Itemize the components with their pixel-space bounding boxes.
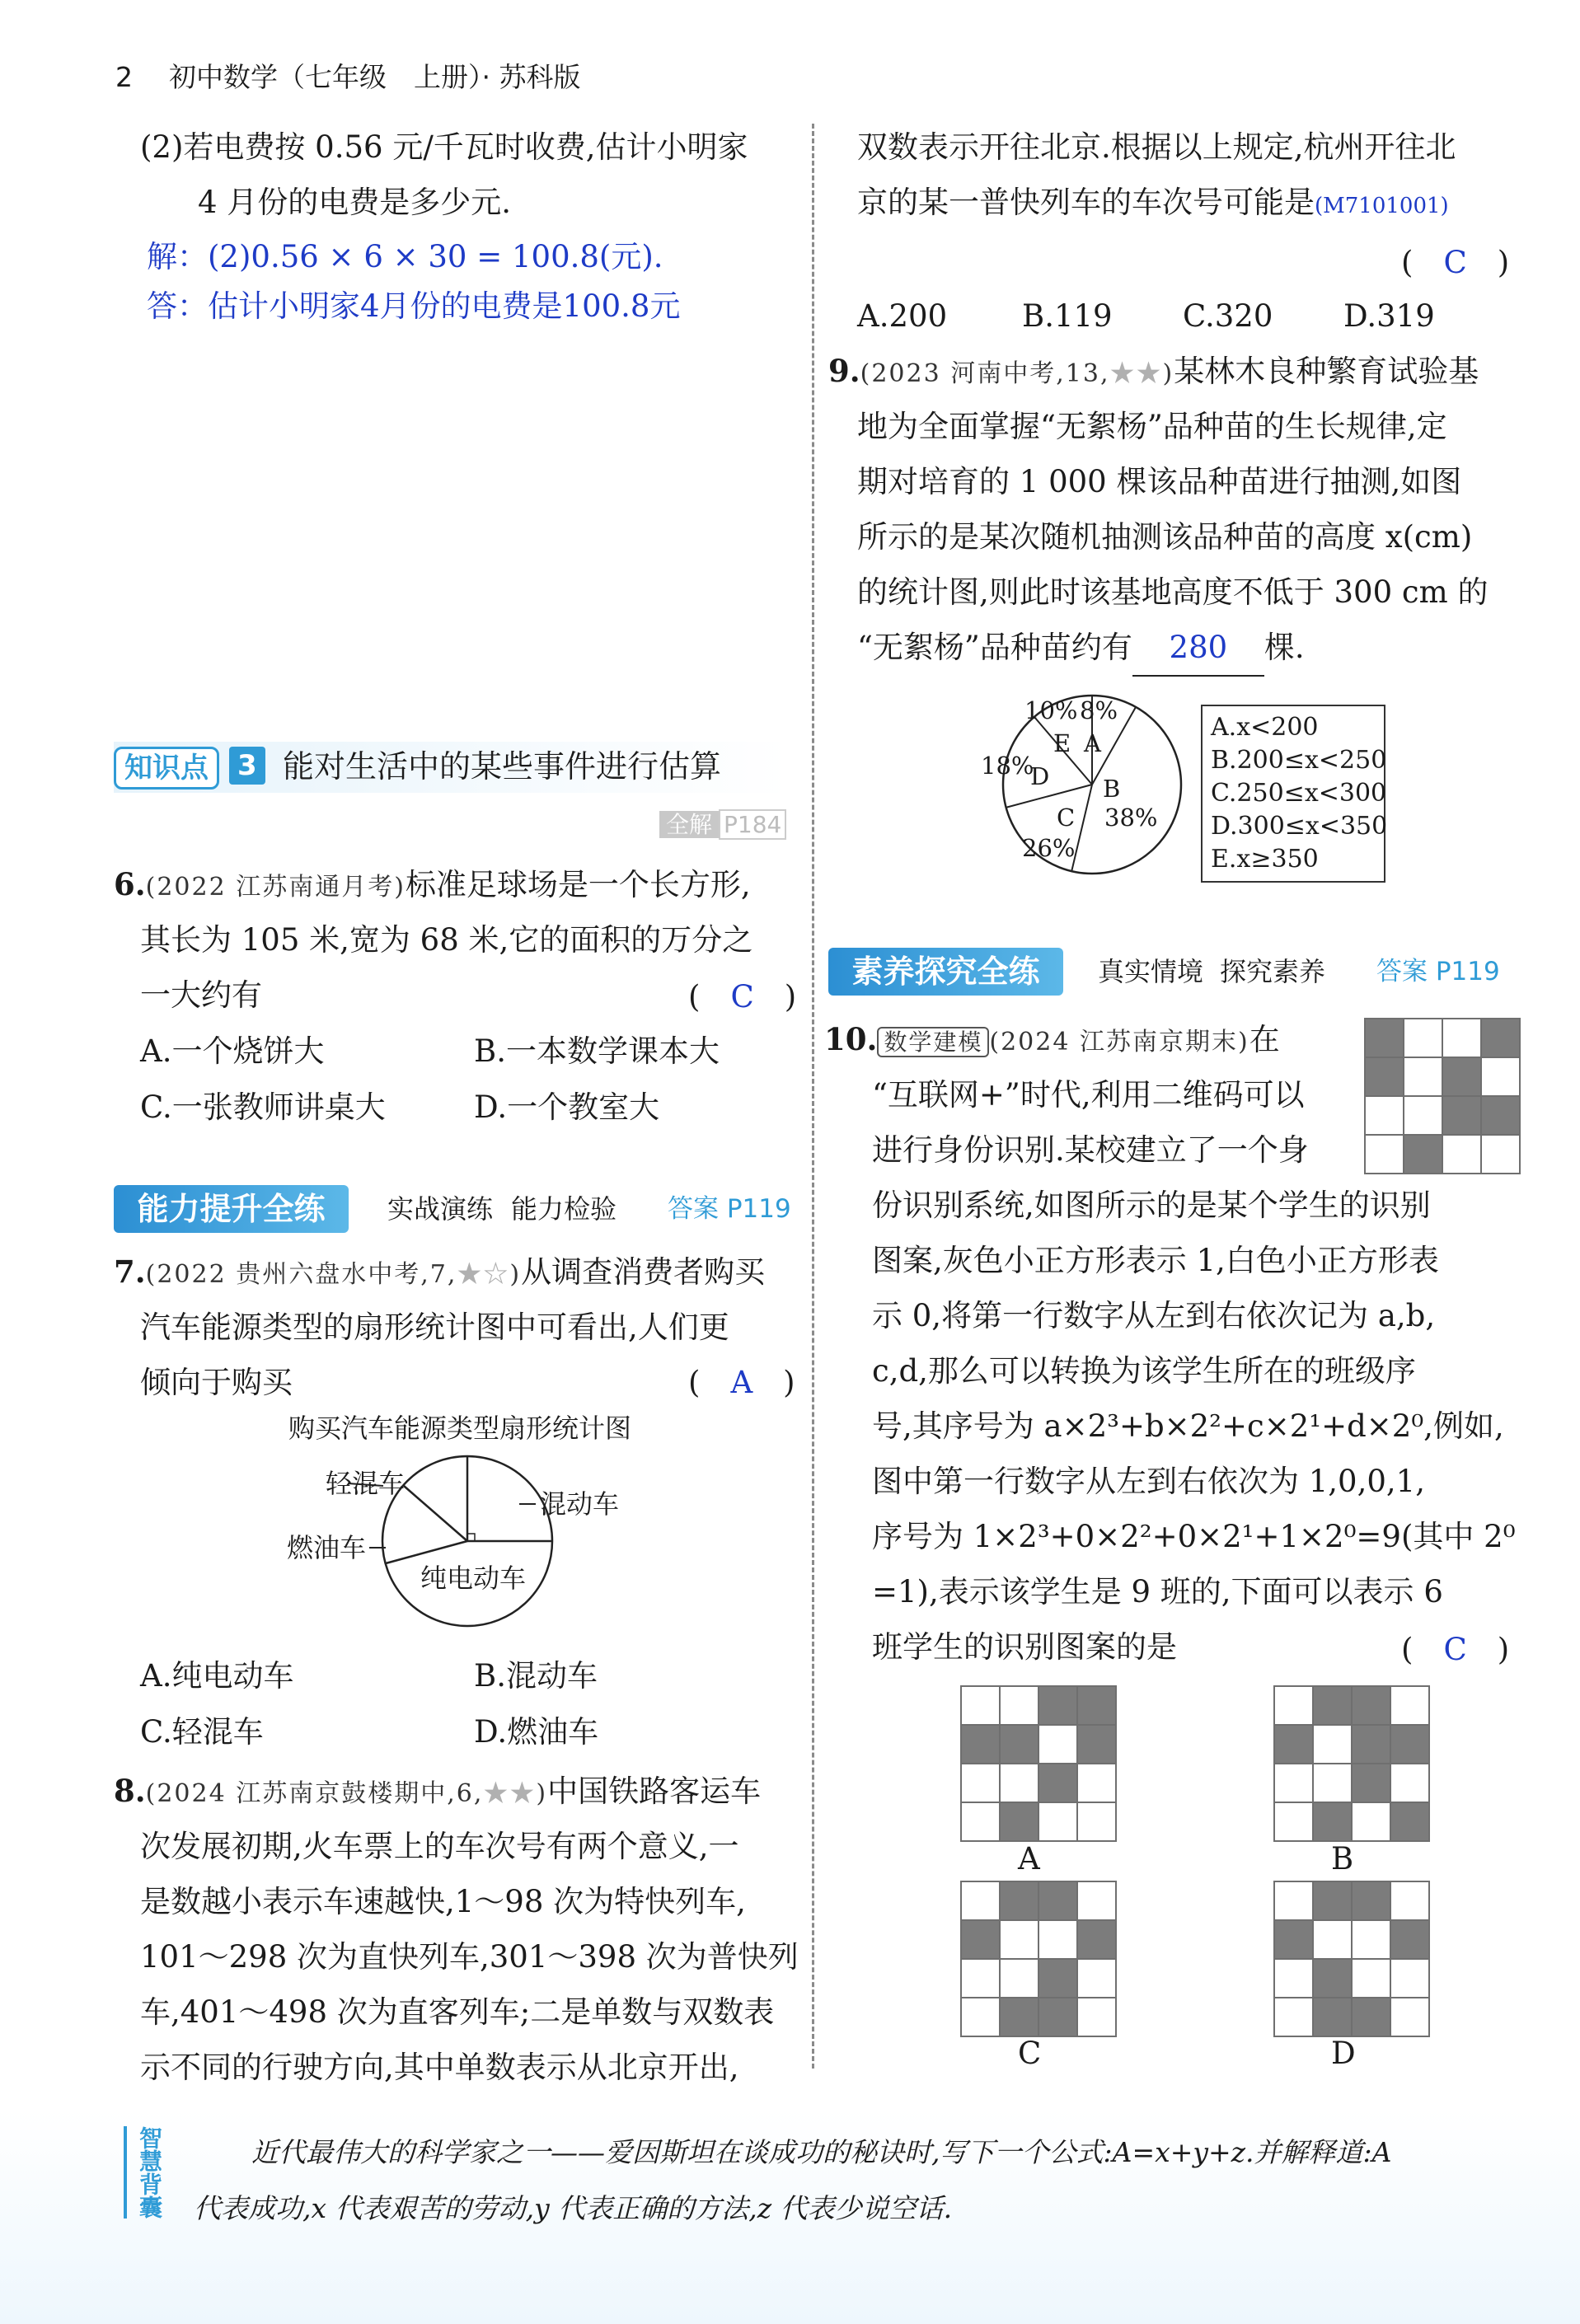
grid-cell-white	[1000, 1764, 1038, 1802]
q8-number: 8.	[114, 1773, 146, 1809]
q5-part2-line2: 4 月份的电费是多少元.	[198, 185, 512, 220]
q7-pie-label-light-hybrid: 轻混车	[326, 1468, 406, 1499]
grid-cell-white	[1274, 1802, 1313, 1841]
q8-cont-line1: 双数表示开往北京.根据以上规定,杭州开往北	[857, 129, 1456, 165]
grid-cell-white	[1313, 1725, 1352, 1764]
grid-cell-white	[1390, 1686, 1429, 1725]
q9-label-a: A	[1084, 729, 1101, 757]
grid-cell-white	[1404, 1057, 1442, 1096]
grid-cell-white	[1077, 1959, 1116, 1998]
grid-cell-white	[1481, 1135, 1520, 1174]
q8-line6: 示不同的行驶方向,其中单数表示从北京开出,	[140, 2050, 739, 2085]
q8-line1	[114, 1764, 761, 1821]
grid-cell-gray	[1365, 1057, 1404, 1096]
q9-legend-e: E.x≥350	[1211, 845, 1319, 874]
ability-banner: 能力提升全练	[114, 1185, 349, 1233]
q8-line3: 是数越小表示车速越快,1～98 次为特快列车,	[140, 1884, 746, 1919]
grid-cell-white	[1390, 1881, 1429, 1920]
grid-cell-white	[1365, 1096, 1404, 1135]
grid-cell-white	[1038, 1725, 1077, 1764]
q10-answer-value: C	[1443, 1632, 1467, 1667]
grid-cell-gray	[1442, 1096, 1481, 1135]
knowledge-point-number: 3	[229, 747, 265, 785]
grid-cell-white	[1442, 1019, 1481, 1057]
q9-legend-c: C.250≤x<300	[1211, 779, 1387, 808]
q9-label-e-pct: 10%	[1024, 696, 1078, 724]
q9-text-1: 某林木良种繁育试验基	[1174, 354, 1479, 389]
grid-cell-gray	[1038, 1764, 1077, 1802]
q10-grid-d[interactable]	[1273, 1881, 1430, 2037]
grid-cell-white	[1352, 1959, 1390, 1998]
q8-line5: 车,401～498 次为直客列车;二是单数与双数表	[140, 1994, 775, 2030]
q10-line12: 班学生的识别图案的是	[872, 1629, 1177, 1665]
full-solution-page: P184	[719, 809, 786, 840]
q6-line2: 其长为 105 米,宽为 68 米,它的面积的万分之	[140, 922, 753, 958]
q8-answer-value: C	[1443, 245, 1467, 280]
literacy-sub1: 真实情境	[1098, 956, 1204, 987]
q5-solution-line1: 解：(2)0.56 × 6 × 30 = 100.8(元).	[147, 239, 663, 274]
q9-legend	[1201, 705, 1388, 883]
q7-option-c[interactable]: C.轻混车	[140, 1714, 264, 1750]
q10-grid-label-c: C	[1018, 2036, 1042, 2071]
grid-cell-white	[1352, 1920, 1390, 1959]
footer-line2: 代表成功,x 代表艰苦的劳动,y 代表正确的方法,z 代表少说空话.	[194, 2192, 953, 2224]
grid-cell-gray	[1000, 1881, 1038, 1920]
q7-pie-label-electric: 纯电动车	[420, 1563, 527, 1594]
grid-cell-white	[961, 1764, 1000, 1802]
q6-option-c[interactable]: C.一张教师讲桌大	[140, 1089, 386, 1125]
q9-line2: 地为全面掌握“无絮杨”品种苗的生长规律,定	[857, 409, 1447, 444]
grid-cell-white	[1077, 1764, 1116, 1802]
q10-line5: 图案,灰色小正方形表示 1,白色小正方形表	[872, 1243, 1439, 1278]
q10-line9: 图中第一行数字从左到右依次为 1,0,0,1,	[872, 1464, 1425, 1499]
page-header-title: 初中数学（七年级 上册）· 苏科版	[169, 61, 581, 93]
q7-answer-value: A	[730, 1365, 753, 1400]
q9-line6	[857, 620, 1305, 677]
grid-cell-gray	[1352, 1725, 1390, 1764]
q7-text-1: 从调查消费者购买	[521, 1254, 766, 1290]
grid-cell-gray	[961, 1920, 1000, 1959]
q8-cont-line2	[857, 175, 1449, 234]
grid-cell-gray	[1038, 1959, 1077, 1998]
q9-text-6a: “无絮杨”品种苗约有	[857, 630, 1132, 665]
column-divider	[812, 124, 814, 2069]
grid-cell-white	[1390, 1764, 1429, 1802]
q10-modeling-tag: 数学建模	[877, 1027, 989, 1057]
grid-cell-white	[1077, 1802, 1116, 1841]
q9-legend-b: B.200≤x<250	[1211, 746, 1387, 775]
q7-pie-title: 购买汽车能源类型扇形统计图	[288, 1413, 632, 1444]
grid-cell-gray	[1365, 1019, 1404, 1057]
q10-text-1: 在	[1249, 1022, 1280, 1057]
ability-sub2: 能力检验	[511, 1193, 617, 1225]
q10-source: (2024 江苏南京期末)	[989, 1028, 1249, 1057]
q9-label-b: B	[1103, 775, 1121, 803]
q10-grid-c[interactable]	[960, 1881, 1117, 2037]
grid-cell-white	[961, 1686, 1000, 1725]
grid-cell-gray	[1390, 1802, 1429, 1841]
grid-cell-gray	[1352, 1764, 1390, 1802]
q8-option-b[interactable]: B.119	[1022, 298, 1113, 334]
knowledge-point-pill: 知识点	[114, 747, 219, 790]
q10-grid-label-b: B	[1331, 1841, 1354, 1877]
footer-line1: 近代最伟大的科学家之一——爱因斯坦在谈成功的秘诀时,写下一个公式:A=x+y+z.并解释道:A	[251, 2136, 1392, 2168]
q7-option-a[interactable]: A.纯电动车	[140, 1658, 294, 1694]
knowledge-point-banner	[114, 742, 790, 793]
grid-cell-white	[961, 1802, 1000, 1841]
q10-line7: c,d,那么可以转换为该学生所在的班级序	[872, 1353, 1416, 1389]
q9-legend-a: A.x<200	[1211, 713, 1319, 742]
q7-answer: ( A )	[688, 1365, 795, 1400]
grid-cell-gray	[1313, 1959, 1352, 1998]
q6-source: (2022 江苏南通月考)	[145, 873, 406, 902]
q10-grid-a[interactable]	[960, 1685, 1117, 1842]
q5-solution-line2: 答：估计小明家4月份的电费是100.8元	[147, 288, 681, 324]
grid-cell-gray	[1352, 1881, 1390, 1920]
grid-cell-white	[1077, 1998, 1116, 2036]
footer-wisdom	[0, 2110, 1580, 2324]
literacy-banner: 素养探究全练	[828, 948, 1063, 996]
grid-cell-white	[1365, 1135, 1404, 1174]
literacy-answer-ref: 答案 P119	[1376, 957, 1500, 986]
q10-line6: 示 0,将第一行数字从左到右依次记为 a,b,	[872, 1298, 1436, 1333]
q9-label-d: D	[1030, 762, 1050, 790]
q8-option-a[interactable]: A.200	[857, 298, 948, 334]
q9-text-6b: 棵.	[1264, 630, 1305, 665]
grid-cell-gray	[1077, 1725, 1116, 1764]
full-solution-ref	[659, 809, 786, 841]
ability-sub1: 实战演练	[387, 1193, 494, 1225]
q9-blank-answer: 280	[1132, 620, 1264, 677]
q10-line10: 序号为 1×2³+0×2²+0×2¹+1×2⁰=9(其中 2⁰	[872, 1519, 1516, 1554]
grid-cell-white	[1442, 1135, 1481, 1174]
q10-line8: 号,其序号为 a×2³+b×2²+c×2¹+d×2⁰,例如,	[872, 1408, 1504, 1444]
q10-answer: ( C )	[1401, 1632, 1510, 1667]
q8-text-1: 中国铁路客运车	[547, 1773, 762, 1809]
q9-label-a-pct: 8%	[1080, 696, 1118, 724]
q10-line3: 进行身份识别.某校建立了一个身	[872, 1132, 1309, 1168]
grid-cell-white	[1000, 1920, 1038, 1959]
q8-cont-text: 京的某一普快列车的车次号可能是	[857, 185, 1315, 220]
grid-cell-gray	[1313, 1686, 1352, 1725]
q6-option-d[interactable]: D.一个教室大	[474, 1089, 660, 1125]
q10-line11: =1),表示该学生是 9 班的,下面可以表示 6	[872, 1574, 1443, 1609]
grid-cell-gray	[1313, 1881, 1352, 1920]
grid-cell-white	[1390, 1959, 1429, 1998]
full-solution-tag: 全解	[659, 811, 719, 838]
grid-cell-gray	[1352, 1686, 1390, 1725]
grid-cell-gray	[1481, 1096, 1520, 1135]
q6-answer: ( C )	[688, 979, 797, 1014]
q6-option-a[interactable]: A.一个烧饼大	[140, 1033, 325, 1069]
grid-cell-white	[1038, 1802, 1077, 1841]
q7-line2: 汽车能源类型的扇形统计图中可看出,人们更	[140, 1310, 729, 1345]
grid-cell-white	[1390, 1998, 1429, 2036]
q10-grid-label-a: A	[1018, 1841, 1040, 1877]
q6-answer-value: C	[730, 979, 754, 1014]
grid-cell-white	[1481, 1057, 1520, 1096]
page-number: 2	[115, 61, 133, 93]
q7-source-end: )	[509, 1260, 522, 1289]
grid-cell-white	[961, 1959, 1000, 1998]
grid-cell-white	[1077, 1881, 1116, 1920]
grid-cell-gray	[1077, 1686, 1116, 1725]
knowledge-point-title: 能对生活中的某些事件进行估算	[283, 748, 722, 785]
grid-cell-white	[1352, 1802, 1390, 1841]
q8-source: (2024 江苏南京鼓楼期中,6,	[145, 1779, 484, 1808]
grid-cell-gray	[1274, 1920, 1313, 1959]
grid-cell-white	[1038, 1920, 1077, 1959]
grid-cell-white	[1404, 1096, 1442, 1135]
q7-pie-label-hybrid: 混动车	[540, 1488, 620, 1520]
q10-example-grid	[1364, 1018, 1521, 1174]
q8-answer: ( C )	[1401, 245, 1510, 280]
grid-cell-white	[1313, 1764, 1352, 1802]
q7-line1	[114, 1244, 765, 1302]
q9-label-c: C	[1057, 804, 1076, 832]
grid-cell-white	[1274, 1959, 1313, 1998]
q6-line1	[114, 857, 751, 915]
q9-source-end: )	[1162, 359, 1174, 388]
q10-grid-label-d: D	[1331, 2036, 1356, 2071]
q8-source-end: )	[536, 1779, 548, 1808]
q9-legend-d: D.300≤x<350	[1211, 812, 1388, 841]
grid-cell-white	[961, 1881, 1000, 1920]
q10-grid-b[interactable]	[1273, 1685, 1430, 1842]
q8-line2: 次发展初期,火车票上的车次号有两个意义,一	[140, 1829, 739, 1864]
grid-cell-white	[1404, 1019, 1442, 1057]
grid-cell-white	[1313, 1920, 1352, 1959]
ability-answer-ref: 答案 P119	[668, 1194, 791, 1224]
q10-line4: 份识别系统,如图所示的是某个学生的识别	[872, 1188, 1431, 1223]
q9-line5: 的统计图,则此时该基地高度不低于 300 cm 的	[857, 574, 1489, 610]
grid-cell-gray	[1390, 1725, 1429, 1764]
q6-option-b[interactable]: B.一本数学课本大	[474, 1033, 720, 1069]
grid-cell-white	[1274, 1686, 1313, 1725]
grid-cell-white	[1274, 1881, 1313, 1920]
grid-cell-white	[1000, 1959, 1038, 1998]
footer-side-label: 智慧背囊	[124, 2126, 163, 2219]
q9-line3: 期对培育的 1 000 棵该品种苗进行抽测,如图	[857, 464, 1462, 499]
q7-number: 7.	[114, 1253, 146, 1290]
q9-label-b-pct: 38%	[1104, 804, 1158, 832]
grid-cell-white	[1274, 1764, 1313, 1802]
q7-option-d[interactable]: D.燃油车	[474, 1714, 599, 1750]
q9-line1	[828, 344, 1479, 401]
grid-cell-gray	[961, 1725, 1000, 1764]
q7-pie-label-fuel: 燃油车	[287, 1532, 367, 1563]
q6-text-1: 标准足球场是一个长方形,	[405, 867, 751, 902]
grid-cell-gray	[1000, 1725, 1038, 1764]
difficulty-stars-icon: ★★	[483, 1779, 537, 1808]
grid-cell-gray	[1352, 1998, 1390, 2036]
grid-cell-white	[1274, 1998, 1313, 2036]
grid-cell-gray	[1274, 1725, 1313, 1764]
q8-option-c[interactable]: C.320	[1183, 298, 1273, 334]
q8-line4: 101～298 次为直快列车,301～398 次为普快列	[140, 1939, 799, 1975]
q6-line3: 一大约有	[140, 977, 262, 1013]
q7-line3: 倾向于购买	[140, 1365, 293, 1400]
grid-cell-gray	[1038, 1881, 1077, 1920]
grid-cell-gray	[1038, 1998, 1077, 2036]
literacy-sub2: 探究素养	[1220, 956, 1326, 987]
q9-label-c-pct: 26%	[1022, 834, 1076, 862]
q8-resource-code[interactable]: (M7101001)	[1315, 194, 1449, 218]
grid-cell-gray	[1390, 1920, 1429, 1959]
grid-cell-white	[961, 1998, 1000, 2036]
q5-part2-line1: (2)若电费按 0.56 元/千瓦时收费,估计小明家	[140, 129, 748, 165]
difficulty-stars-icon: ★☆	[457, 1260, 510, 1289]
q9-label-d-pct: 18%	[981, 752, 1034, 780]
grid-cell-white	[1000, 1686, 1038, 1725]
q10-line1	[824, 1012, 1280, 1070]
q10-line2: “互联网+”时代,利用二维码可以	[872, 1077, 1305, 1113]
q9-label-e: E	[1053, 729, 1071, 757]
grid-cell-gray	[1481, 1019, 1520, 1057]
q7-option-b[interactable]: B.混动车	[474, 1658, 598, 1694]
q9-number: 9.	[828, 353, 860, 389]
grid-cell-gray	[1442, 1057, 1481, 1096]
q10-number: 10.	[824, 1021, 878, 1057]
grid-cell-gray	[1077, 1920, 1116, 1959]
grid-cell-gray	[1404, 1135, 1442, 1174]
q8-option-d[interactable]: D.319	[1343, 298, 1435, 334]
grid-cell-gray	[1038, 1686, 1077, 1725]
q6-number: 6.	[114, 866, 146, 902]
q9-source: (2023 河南中考,13,	[860, 359, 1110, 388]
difficulty-stars-icon: ★★	[1109, 359, 1163, 388]
q7-source: (2022 贵州六盘水中考,7,	[145, 1260, 457, 1289]
q9-line4: 所示的是某次随机抽测该品种苗的高度 x(cm)	[857, 519, 1473, 555]
